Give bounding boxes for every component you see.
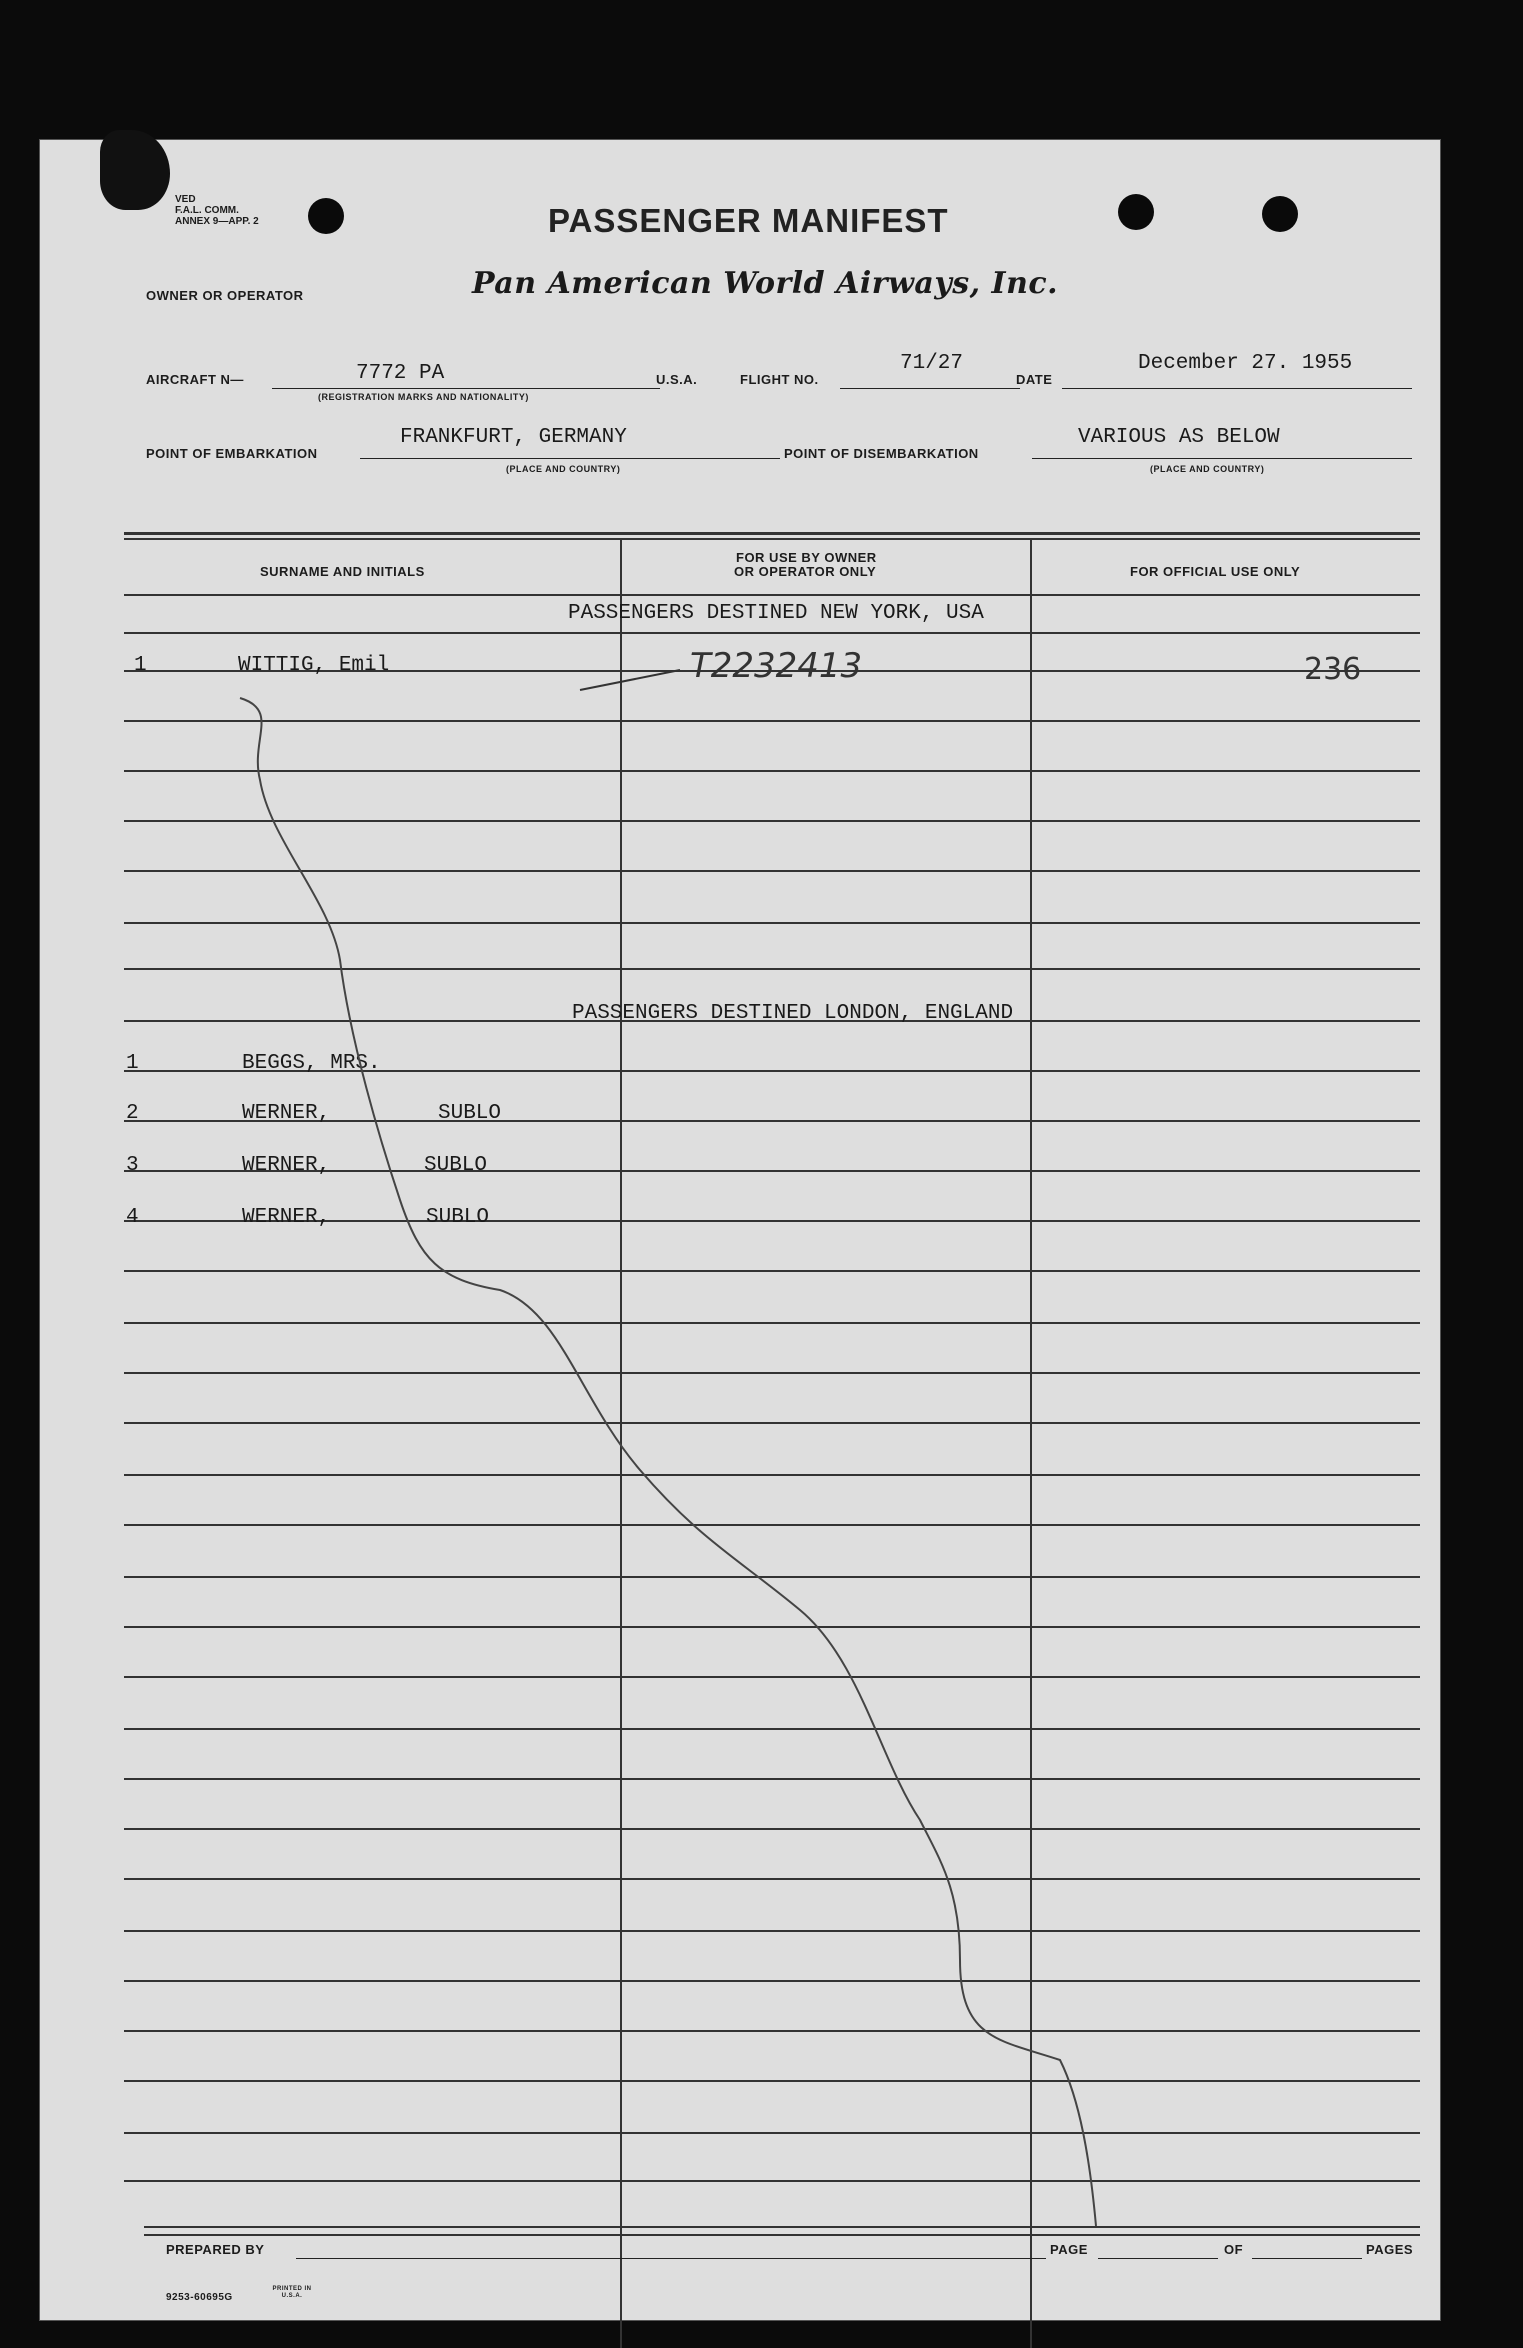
header-surname: SURNAME AND INITIALS (260, 564, 425, 579)
official-number: 236 (1304, 652, 1362, 687)
date-label: DATE (1016, 372, 1053, 387)
usa-label: U.S.A. (656, 372, 698, 387)
owner-label: OWNER OR OPERATOR (146, 288, 304, 303)
printed-mark: PRINTED IN U.S.A. (272, 2286, 312, 2299)
page-title: PASSENGER MANIFEST (548, 202, 949, 239)
stamp-line-1: VED (175, 194, 196, 205)
header-owner-use-2: OR OPERATOR ONLY (734, 564, 877, 579)
disembark-sublabel: (PLACE AND COUNTRY) (1150, 464, 1265, 474)
passenger-extra: SUBLO (438, 1102, 502, 1125)
passenger-name: WERNER, (242, 1102, 331, 1125)
prepared-by-label: PREPARED BY (166, 2242, 265, 2257)
row-number: 3 (126, 1154, 139, 1177)
page-label: PAGE (1050, 2242, 1088, 2257)
owner-note-handwritten: T2232413 (690, 646, 863, 686)
group-heading-new-york: PASSENGERS DESTINED NEW YORK, USA (568, 602, 984, 625)
manifest-sheet (40, 140, 1440, 2320)
date-value: December 27. 1955 (1138, 352, 1353, 375)
flight-value: 71/27 (900, 352, 964, 375)
passenger-name: BEGGS, MRS. (242, 1052, 381, 1075)
stamp-line-2: F.A.L. COMM. (175, 205, 239, 216)
row-number: 1 (126, 1052, 139, 1075)
embark-value: FRANKFURT, GERMANY (400, 426, 627, 449)
passenger-extra: SUBLO (426, 1206, 490, 1229)
row-number: 2 (126, 1102, 139, 1125)
disembark-label: POINT OF DISEMBARKATION (784, 446, 979, 461)
pages-label: PAGES (1366, 2242, 1414, 2257)
form-code: 9253-60695G (166, 2292, 233, 2303)
aircraft-value: 7772 PA (356, 362, 445, 385)
flight-label: FLIGHT NO. (740, 372, 819, 387)
disembark-value: VARIOUS AS BELOW (1078, 426, 1280, 449)
row-number: 1 (134, 654, 147, 677)
header-owner-use-1: FOR USE BY OWNER (736, 550, 877, 565)
embark-label: POINT OF EMBARKATION (146, 446, 318, 461)
passenger-extra: SUBLO (424, 1154, 488, 1177)
stamp-line-3: ANNEX 9—APP. 2 (175, 216, 259, 227)
of-label: OF (1224, 2242, 1244, 2257)
passenger-name: WITTIG, Emil (238, 654, 390, 677)
passenger-name: WERNER, (242, 1154, 331, 1177)
row-number: 4 (126, 1206, 139, 1229)
header-official: FOR OFFICIAL USE ONLY (1130, 564, 1301, 579)
passenger-name: WERNER, (242, 1206, 331, 1229)
group-heading-london: PASSENGERS DESTINED LONDON, ENGLAND (572, 1002, 1014, 1025)
aircraft-label: AIRCRAFT N— (146, 372, 244, 387)
embark-sublabel: (PLACE AND COUNTRY) (506, 464, 621, 474)
aircraft-sublabel: (REGISTRATION MARKS AND NATIONALITY) (318, 392, 529, 402)
handwritten-strike-lines (40, 140, 1440, 2320)
owner-name: Pan American World Airways, Inc. (472, 266, 1059, 301)
